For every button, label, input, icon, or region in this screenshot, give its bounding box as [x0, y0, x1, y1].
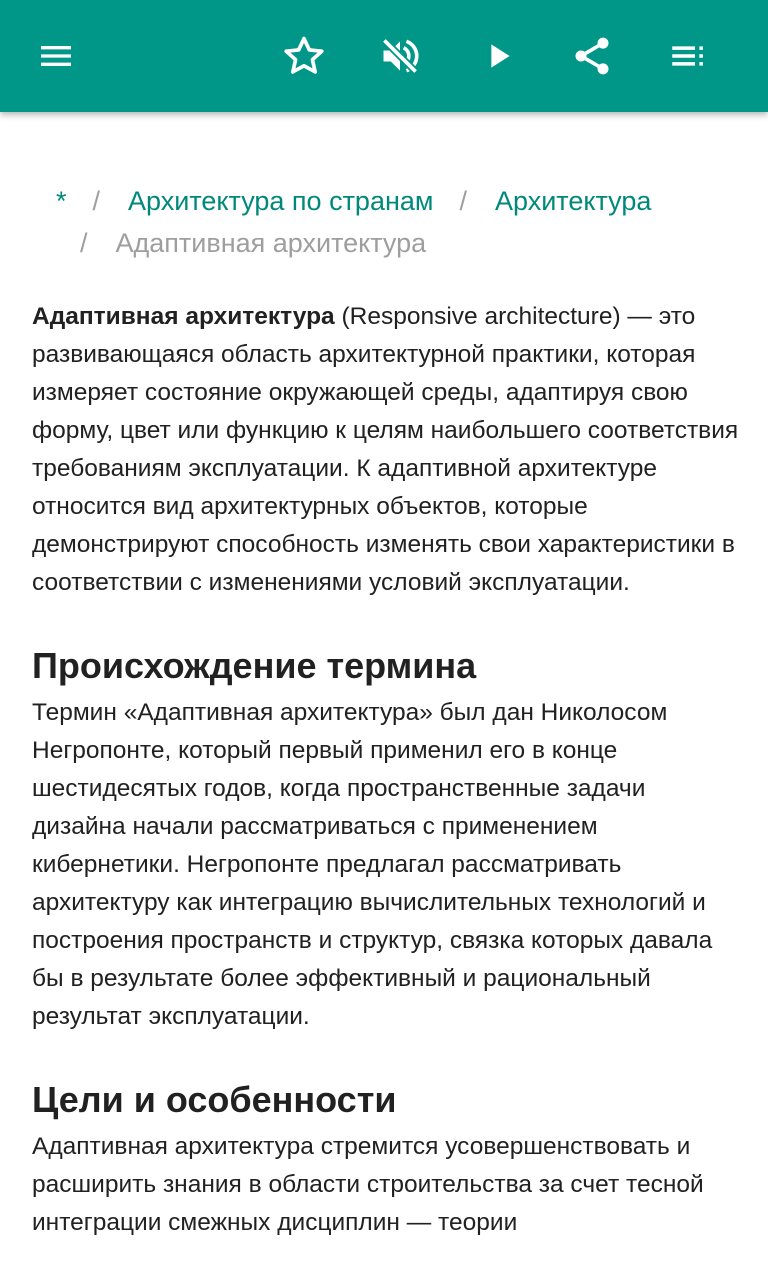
play-icon[interactable] [470, 28, 526, 84]
intro-term: Адаптивная архитектура [32, 303, 335, 330]
section-heading-goals: Цели и особенности [32, 1079, 397, 1120]
breadcrumb-separator: / [92, 186, 101, 216]
breadcrumb [56, 180, 736, 264]
breadcrumb-separator: / [80, 228, 88, 258]
section-paragraph-goals: Адаптивная архитектура стремится усовершенствовать и расширить знания в области строительства за счет тесной интеграции смежных дисциплин — теории [32, 1133, 704, 1236]
breadcrumb-link-architecture[interactable]: Архитектура [494, 186, 652, 216]
section-paragraph-origin: Термин «Адаптивная архитектура» был дан Николосом Негропонте, который первый применил его в конце шестидесятых годов, когда пространственные задачи дизайна начали рассматриваться с применением кибернетики. Негропонте предлагал рассматривать архитектуру как интеграцию вычислительных технологий и построения пространств и структур, связка которых давала бы в результате более эффективный и рациональный результат эксплуатации. [32, 699, 713, 1030]
article-body [32, 298, 744, 1242]
breadcrumb-separator: / [459, 186, 467, 216]
share-icon[interactable] [564, 28, 620, 84]
intro-paragraph [32, 298, 744, 602]
app-toolbar [0, 0, 768, 112]
volume-off-icon[interactable] [372, 28, 428, 84]
breadcrumb-home-link[interactable]: * [56, 186, 67, 216]
menu-icon[interactable] [28, 28, 84, 84]
section-heading-origin: Происхождение термина [32, 645, 477, 686]
star-outline-icon[interactable] [276, 28, 332, 84]
intro-text: (Responsive architecture) — это развивающаяся область архитектурной практики, которая измеряет состояние окружающей среды, адаптируя свою форму, цвет или функцию к целям наибольшего соответствия требованиям эксплуатации. К адаптивной архитектуре относится вид архитектурных объектов, которые демонстрируют способность изменять свои характеристики в соответствии с изменениями условий эксплуатации. [32, 303, 739, 596]
breadcrumb-current: Адаптивная архитектура [115, 228, 427, 258]
breadcrumb-link-architecture-by-country[interactable]: Архитектура по странам [128, 186, 434, 216]
list-icon[interactable] [660, 28, 716, 84]
article-content [0, 112, 768, 1280]
